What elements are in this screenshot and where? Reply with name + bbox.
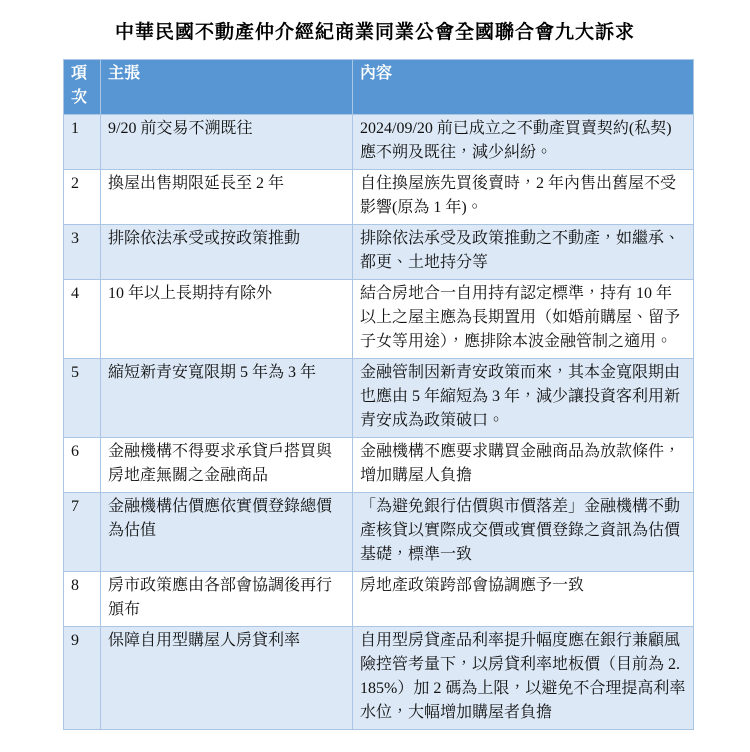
page-title: 中華民國不動產仲介經紀商業同業公會全國聯合會九大訴求: [114, 22, 635, 43]
table-header-row: [64, 60, 694, 115]
row-number-cell: 8: [64, 572, 101, 627]
demands-table: [63, 59, 694, 730]
header-content: 內容: [353, 60, 694, 115]
row-number-cell: 6: [64, 438, 101, 493]
row-number-cell: 4: [64, 280, 101, 359]
content-cell: 「為避免銀行估價與市價落差」金融機構不動產核貸以實際成交價或實價登錄之資訊為估價基礎，標準一致: [353, 493, 694, 572]
content-cell: 金融機構不應要求購買金融商品為放款條件，增加購屋人負擔: [353, 438, 694, 493]
claim-cell: 9/20 前交易不溯既往: [101, 115, 353, 170]
content-cell: 2024/09/20 前已成立之不動產買賣契約(私契)應不朔及既往，減少糾紛。: [353, 115, 694, 170]
content-cell: 金融管制因新青安政策而來，其本金寬限期由也應由 5 年縮短為 3 年，減少讓投資客利用新青安成為政策破口。: [353, 359, 694, 438]
row-number-cell: 3: [64, 225, 101, 280]
table-row: [64, 170, 694, 225]
claim-cell: 排除依法承受或按政策推動: [101, 225, 353, 280]
table-row: [64, 359, 694, 438]
row-number-cell: 1: [64, 115, 101, 170]
table-row: [64, 627, 694, 730]
content-cell: 自用型房貸產品利率提升幅度應在銀行兼顧風險控管考量下，以房貸利率地板價（目前為 2.185%）加 2 碼為上限，以避免不合理提高利率水位，大幅增加購屋者負擔: [353, 627, 694, 730]
row-number-cell: 9: [64, 627, 101, 730]
content-cell: 自住換屋族先買後賣時，2 年內售出舊屋不受影響(原為 1 年)。: [353, 170, 694, 225]
header-item-number: 項次: [64, 60, 101, 115]
claim-cell: 換屋出售期限延長至 2 年: [101, 170, 353, 225]
row-number-cell: 7: [64, 493, 101, 572]
claim-cell: 房市政策應由各部會協調後再行頒布: [101, 572, 353, 627]
content-cell: 排除依法承受及政策推動之不動產，如繼承、都更、土地持分等: [353, 225, 694, 280]
table-row: [64, 115, 694, 170]
claim-cell: 10 年以上長期持有除外: [101, 280, 353, 359]
table-row: [64, 572, 694, 627]
claim-cell: 縮短新青安寬限期 5 年為 3 年: [101, 359, 353, 438]
content-cell: 結合房地合一自用持有認定標準，持有 10 年以上之屋主應為長期置用（如婚前購屋、留予子女等用途），應排除本波金融管制之適用。: [353, 280, 694, 359]
table-row: [64, 280, 694, 359]
table-row: [64, 225, 694, 280]
claim-cell: 金融機構不得要求承貸戶搭買與房地產無關之金融商品: [101, 438, 353, 493]
header-claim: 主張: [101, 60, 353, 115]
claim-cell: 保障自用型購屋人房貸利率: [101, 627, 353, 730]
content-cell: 房地產政策跨部會協調應予一致: [353, 572, 694, 627]
claim-cell: 金融機構估價應依實價登錄總價為估值: [101, 493, 353, 572]
table-row: [64, 493, 694, 572]
row-number-cell: 5: [64, 359, 101, 438]
table-row: [64, 438, 694, 493]
row-number-cell: 2: [64, 170, 101, 225]
